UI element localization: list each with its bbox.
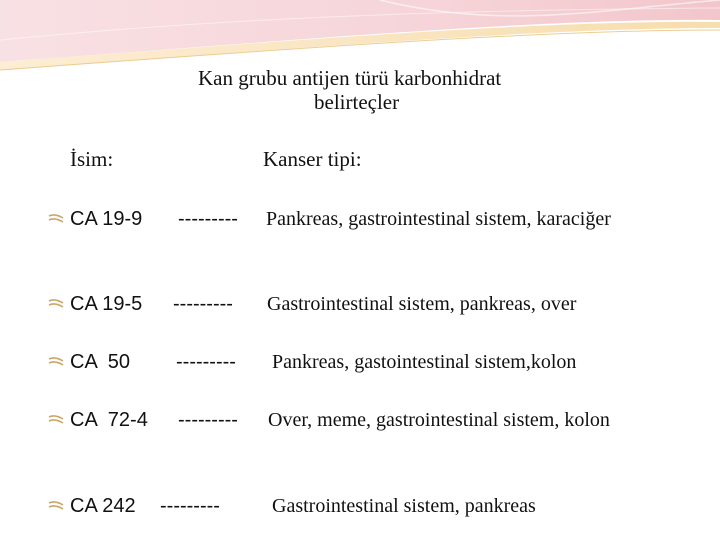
cancer-type-desc: Gastrointestinal sistem, pankreas — [272, 495, 536, 517]
marker-code: CA 19-5 — [70, 293, 143, 315]
marker-code: CA 19-9 — [70, 208, 143, 230]
separator-dash: --------- — [173, 293, 233, 315]
bullet-icon — [48, 499, 64, 513]
separator-dash: --------- — [160, 495, 220, 517]
column-header-cancer-type: Kanser tipi: — [263, 147, 362, 171]
title-line-2: belirteçler — [314, 90, 400, 114]
bullet-icon — [48, 413, 64, 427]
header-decoration — [0, 0, 720, 75]
bullet-icon — [48, 297, 64, 311]
separator-dash: --------- — [178, 409, 238, 431]
marker-code: CA 50 — [70, 351, 131, 373]
cancer-type-desc: Pankreas, gastrointestinal sistem, karaciğer — [266, 208, 611, 230]
title-line-1: Kan grubu antijen türü karbonhidrat — [198, 66, 502, 90]
marker-code: CA 242 — [70, 495, 136, 517]
cancer-type-desc: Over, meme, gastrointestinal sistem, kolon — [268, 409, 610, 431]
cancer-type-desc: Gastrointestinal sistem, pankreas, over — [267, 293, 577, 315]
slide-title — [198, 66, 658, 114]
bullet-icon — [48, 355, 64, 369]
bullet-icon — [48, 212, 64, 226]
separator-dash: --------- — [178, 208, 238, 230]
column-header-name: İsim: — [70, 147, 114, 171]
marker-code: CA 72-4 — [70, 409, 148, 431]
cancer-type-desc: Pankreas, gastointestinal sistem,kolon — [272, 351, 577, 373]
separator-dash: --------- — [176, 351, 236, 373]
